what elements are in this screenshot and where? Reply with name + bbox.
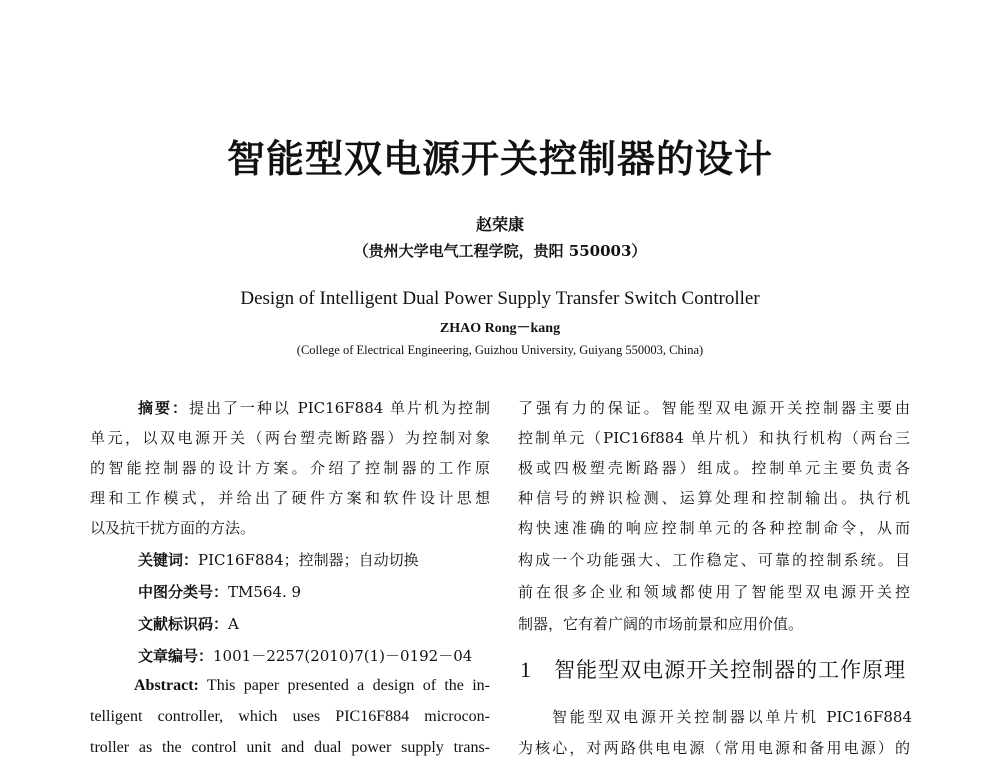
abstract-cn-line-4: 理和工作模式，并给出了硬件方案和软件设计思想 (90, 489, 490, 507)
body-line-1: 了强有力的保证。智能型双电源开关控制器主要由 (518, 399, 910, 417)
section-number: 1 (520, 657, 531, 682)
clc-line (138, 582, 301, 602)
abstract-cn-line-3: 的智能控制器的设计方案。介绍了控制器的工作原 (90, 459, 490, 477)
paper-title-cn: 智能型双电源开关控制器的设计 (226, 137, 773, 181)
body-line-10: 为核心，对两路供电电源（常用电源和备用电源）的 (518, 739, 910, 757)
abstract-en-label: Abstract: (134, 677, 199, 694)
clc-value: TM564. 9 (228, 583, 302, 601)
abstract-en-line-1: Abstract: This paper presented a design of the in- (134, 677, 490, 694)
abstract-cn-label: 摘要： (138, 399, 189, 417)
section-heading (520, 654, 906, 684)
keywords-line (138, 550, 419, 570)
body-line-2: 控制单元（PIC16f884 单片机）和执行机构（两台三 (518, 429, 910, 447)
abstract-en-line-3: troller as the control unit and dual power supply trans- (90, 739, 490, 756)
body-line-5: 构快速准确的响应控制单元的各种控制命令，从而 (518, 519, 910, 537)
body-line-6: 构成一个功能强大、工作稳定、可靠的控制系统。目 (518, 551, 910, 569)
affiliation-en: (College of Electrical Engineering, Guizhou University, Guiyang 550003, China) (296, 343, 704, 357)
body-line-7: 前在很多企业和领域都使用了智能型双电源开关控 (518, 583, 910, 601)
article-no-value: 1001－2257(2010)7(1)－0192－04 (213, 647, 473, 665)
abstract-cn-line-1: 摘要：提出了一种以 PIC16F884 单片机为控制 (138, 399, 490, 417)
clc-label: 中图分类号： (138, 583, 229, 601)
doc-code-value: A (228, 615, 239, 633)
author-name-cn: 赵荣康 (475, 215, 524, 234)
paper-title-en: Design of Intelligent Dual Power Supply Transfer Switch Controller (240, 288, 760, 309)
article-no-label: 文章编号： (138, 647, 214, 665)
abstract-cn-line-2: 单元，以双电源开关（两台塑壳断路器）为控制对象 (90, 429, 490, 447)
author-name-en: ZHAO Rong－kang (439, 321, 561, 336)
body-line-4: 种信号的辨识检测、运算处理和控制输出。执行机 (518, 489, 910, 507)
affiliation-cn: （贵州大学电气工程学院，贵阳 550003） (353, 242, 647, 260)
abstract-cn-line-5: 以及抗干扰方面的方法。 (90, 519, 256, 537)
body-line-8: 制器，它有着广阔的市场前景和应用价值。 (518, 615, 804, 633)
body-line-3: 极或四极塑壳断路器）组成。控制单元主要负责各 (518, 459, 910, 477)
abstract-en-line-2: telligent controller, which uses PIC16F884 microcon- (90, 708, 490, 725)
keywords-value: PIC16F884；控制器；自动切换 (198, 551, 419, 569)
doc-code-label: 文献标识码： (138, 615, 229, 633)
keywords-label: 关键词： (138, 551, 199, 569)
doc-code-line (138, 614, 239, 634)
body-line-9: 智能型双电源开关控制器以单片机 PIC16F884 (552, 708, 912, 726)
section-title: 智能型双电源开关控制器的工作原理 (554, 658, 907, 682)
article-no-line (138, 646, 472, 666)
